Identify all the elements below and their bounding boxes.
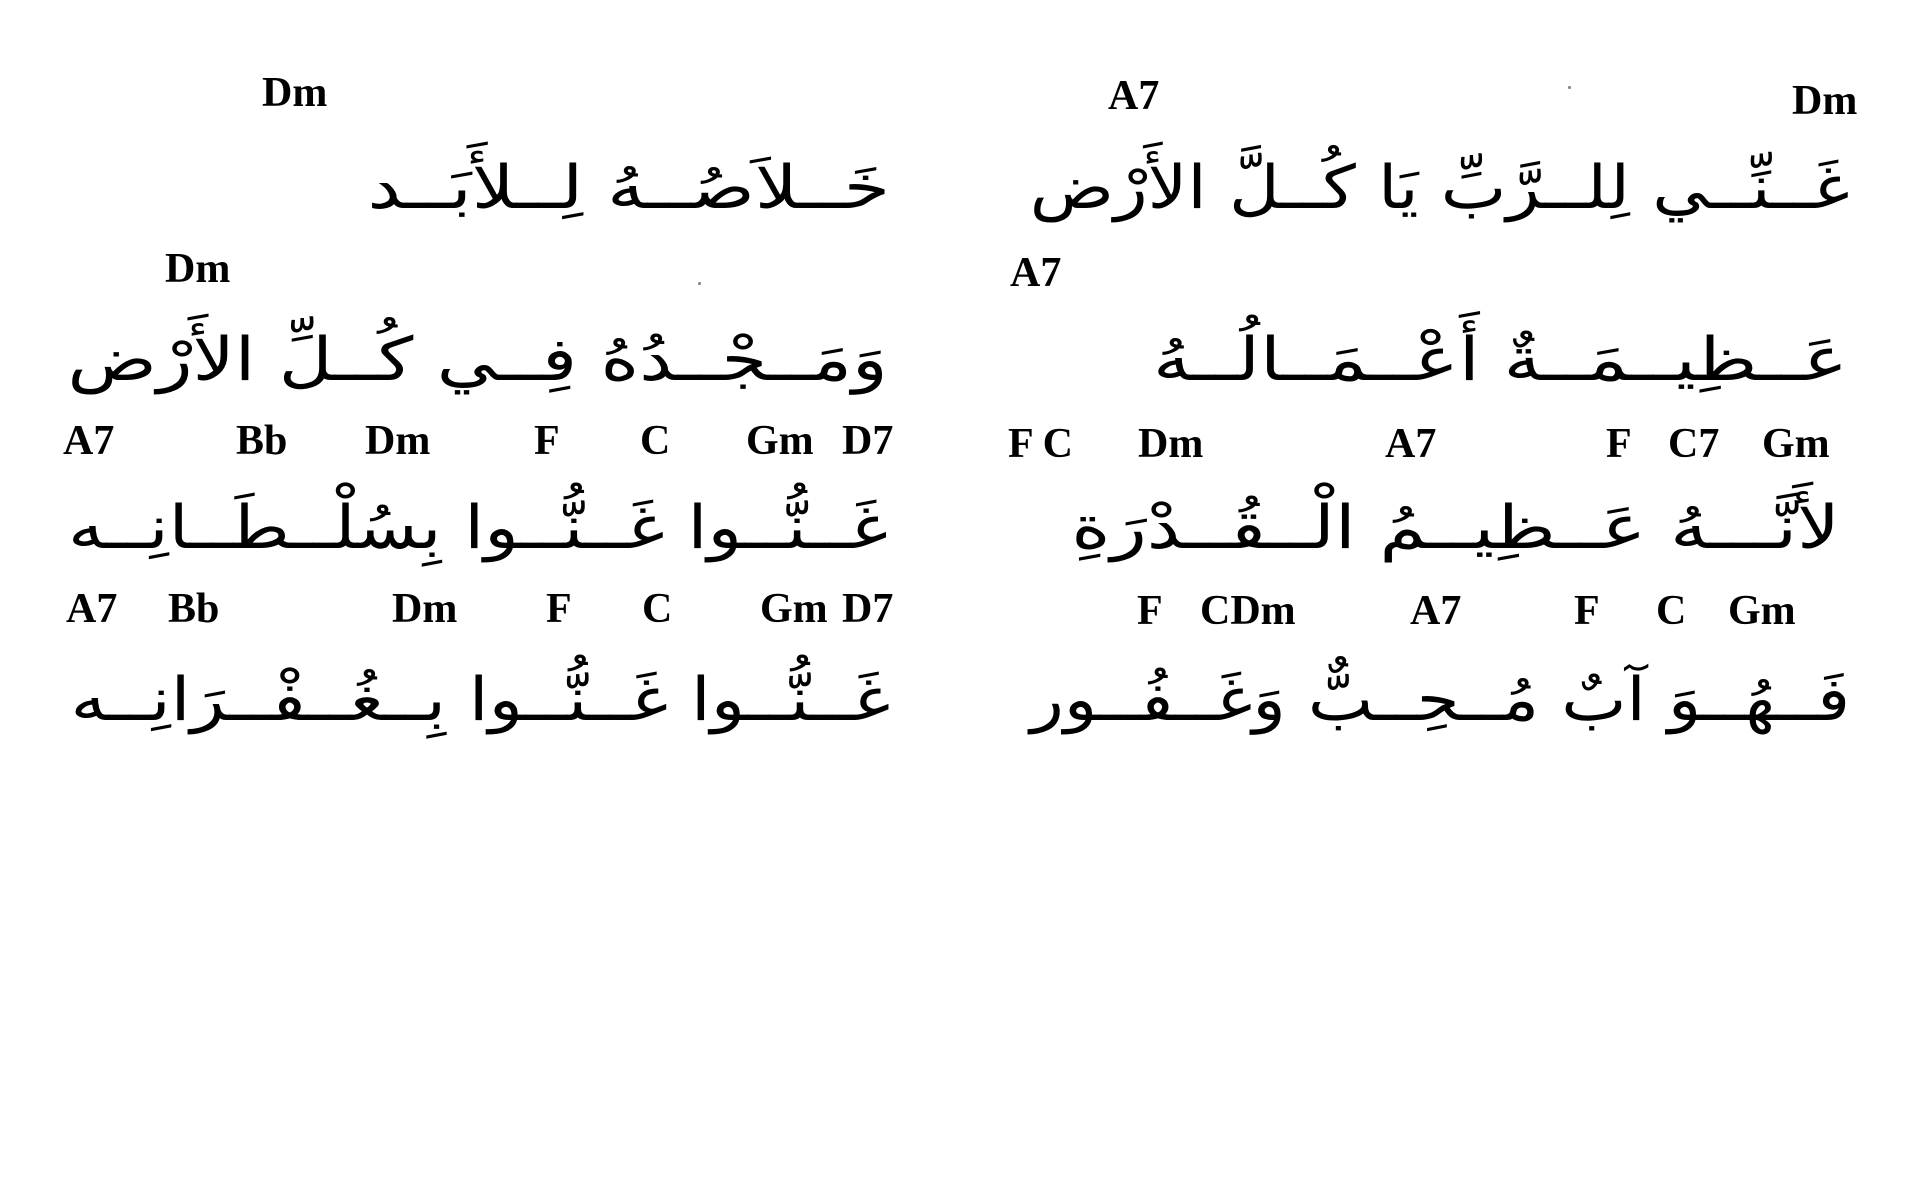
lyric-right-line-2: عَــظِيــمَــةٌ أَعْــمَــالُــهُ (1153, 325, 1848, 395)
chord-left-r4-f: F (546, 586, 572, 632)
chord-left-r4-a7: A7 (66, 586, 118, 632)
chord-left-r3-d7: D7 (842, 418, 894, 464)
chord-right-r4-gm: Gm (1728, 588, 1796, 634)
lyric-right-line-1: غَــنِّــي لِلــرَّبِّ يَا كُــلَّ الأَرْض (1030, 153, 1850, 223)
chord-right-r3-dm: Dm (1138, 421, 1204, 467)
chord-right-r4-cdm: CDm (1200, 588, 1296, 634)
chord-right-r3-fc: F C (1008, 421, 1073, 467)
chord-right-r3-gm: Gm (1762, 421, 1830, 467)
chord-right-r3-c7: C7 (1668, 421, 1720, 467)
chord-right-r4-a7: A7 (1410, 588, 1462, 634)
chord-right-r4-f: F (1137, 588, 1163, 634)
chord-right-r3-f: F (1606, 421, 1632, 467)
chord-left-r3-a7: A7 (63, 418, 115, 464)
chord-left-r4-c: C (642, 586, 673, 632)
chord-left-r3-dm: Dm (365, 418, 431, 464)
lyric-left-line-1: خَــلاَصُــهُ لِــلأَبَــد (367, 153, 890, 223)
chord-left-r3-bb: Bb (236, 418, 288, 464)
chord-right-r2-a7: A7 (1010, 250, 1062, 296)
chord-right-r4-f: F (1574, 588, 1600, 634)
lyric-right-line-3: لأَنَّـــهُ عَــظِيــمُ الْــقُــدْرَةِ (1071, 493, 1840, 563)
chord-right-r4-c: C (1656, 588, 1687, 634)
chord-left-r3-c: C (640, 418, 671, 464)
lyric-right-line-4: فَــهُــوَ آبٌ مُــحِــبٌّ وَغَــفُــور (1030, 665, 1850, 735)
chord-left-r2-dm: Dm (165, 246, 231, 292)
chord-left-r1-dm: Dm (262, 70, 328, 116)
lyric-left-line-3: غَــنُّــوا غَــنُّــوا بِسُلْــطَــانِــه (68, 493, 888, 563)
chord-left-r4-gm: Gm (760, 586, 828, 632)
chord-left-r4-d7: D7 (842, 586, 894, 632)
chord-right-r3-a7: A7 (1385, 421, 1437, 467)
lyric-left-line-4: غَــنُّــوا غَــنُّــوا بِــغُــفْــرَانِــه (70, 665, 890, 735)
chord-right-r1-a7: A7 (1108, 73, 1160, 119)
chord-left-r4-dm: Dm (392, 586, 458, 632)
chord-left-r3-gm: Gm (746, 418, 814, 464)
chord-left-r4-bb: Bb (168, 586, 220, 632)
scan-speck (698, 282, 701, 285)
lyric-left-line-2: وَمَــجْــدُهُ فِــي كُــلِّ الأَرْض (67, 325, 888, 395)
scan-speck (1568, 86, 1571, 89)
chord-left-r3-f: F (534, 418, 560, 464)
chord-right-r1-dm: Dm (1792, 78, 1858, 124)
